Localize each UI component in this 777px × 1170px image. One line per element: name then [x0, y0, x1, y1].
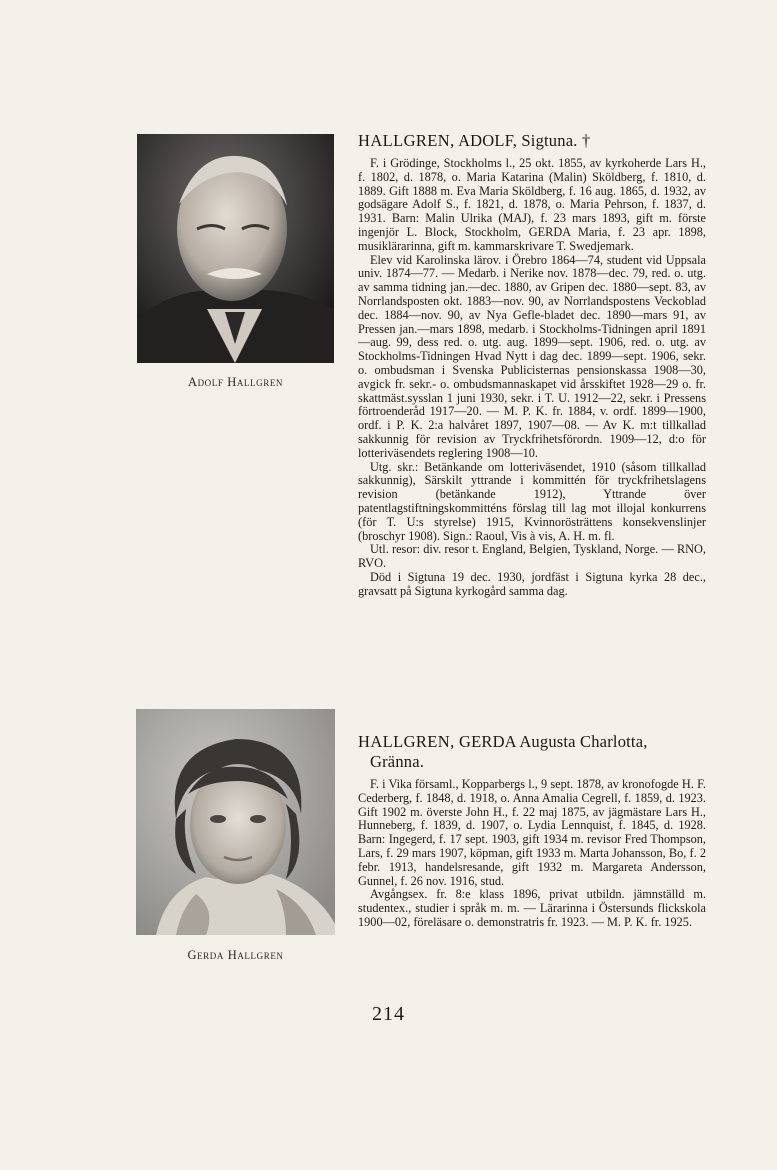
entry-given-name: GERDA	[458, 732, 516, 751]
entry-heading	[358, 131, 706, 151]
entry-paragraph: Död i Sigtuna 19 dec. 1930, jordfäst i Sigtuna kyrka 28 dec., gravsatt på Sigtuna kyrkogård samma dag.	[358, 569, 706, 598]
portrait-photo-adolf-hallgren	[137, 134, 334, 363]
portrait-photo-gerda-hallgren	[136, 709, 335, 935]
entry-surname: HALLGREN,	[358, 732, 455, 751]
entry-paragraph: Utl. resor: div. resor t. England, Belgien, Tyskland, Norge. — RNO, RVO.	[358, 542, 706, 571]
entry-place: Gränna.	[370, 752, 425, 771]
entry-place: Sigtuna.	[521, 131, 578, 150]
entry-paragraph: F. i Grödinge, Stockholms l., 25 okt. 1855, av kyrkoherde Lars H., f. 1802, d. 1878, o. Maria Katarina (Malin) Sköldberg, f. 1810, d. 1889. Gift 1888 m. Eva Maria Sköldberg, f. 16 aug. 1865, d. 1932, av godsägare Adolf S., f. 1821, d. 1878, o. Maria Pehrson, f. 1837, d. 1931. Barn: Malin Ulrika (MAJ), f. 23 mars 1893, gift m. förste ingenjör L. Block, Stockholm, GERDA Maria, f. 23 apr. 1898, musiklärarinna, gift m. kammarskrivare T. Swedjemark.	[358, 156, 706, 253]
entry-paragraph: Utg. skr.: Betänkande om lotteriväsendet, 1910 (såsom tillkallad sakkunnig), Särskilt yttrande i kommittén för tryckfrihetslagens revision (betänkande 1912), Yttrande över patentlagstiftningskommitténs förslag till lag mot illojal konkurrens (för T. U:s styrelse) 1915, Kvinnorösträttens konsekvenslinjer (broschyr 1908). Sign.: Raoul, Vis à vis, A. H. m. fl.	[358, 459, 706, 543]
portrait-image	[137, 134, 334, 363]
biography-entry	[358, 131, 706, 599]
entry-paragraph: Elev vid Karolinska lärov. i Örebro 1864—74, student vid Uppsala univ. 1874—77. — Medarb. i Nerike nov. 1878—dec. 79, red. o. utg. av samma tidning jan.—dec. 1880, av Gripen dec. 1880—sept. 83, av Norrlandsposten okt. 1883—nov. 90, av Norrlandspostens Veckoblad dec. 1884—nov. 90, av Nya Gefle-bladet dec. 1890—mars 91, av Pressen jan.—mars 1898, medarb. i Stockholms-Tidningen april 1891—aug. 99, dess red. o. utg. aug. 1899—sept. 1906, red. o. utg. av Stockholms-Tidningen Hvad Nytt i dag dec. 1899—sept. 1906, sekr. o. ombudsman i Svenska Publicisternas pensionskassa 1908—30, avgick fr. sekr.- o. ombudsmannaskapet vid årsskiftet 1928—29 o. fr. skattmäst.sysslan 1 juni 1930, sekr. i T. U. 1912—22, sekr. i Pressens förtroenderåd 1917—20. — M. P. K. fr. 1884, v. ordf. 1899—1900, ordf. i P. K. 2:a halvåret 1897, 1907—08. — Av K. m:t tillkallad sakkunnig för revision av Tryckfrihetsförordn. 1909—12, d:o för lotteriväsendets reglering 1908—10.	[358, 252, 706, 460]
entry-heading	[358, 732, 706, 772]
entry-paragraph: F. i Vika församl., Kopparbergs l., 9 sept. 1878, av kronofogde H. F. Cederberg, f. 1848, d. 1918, o. Anna Amalia Cegrell, f. 1859, d. 1923. Gift 1902 m. överste John H., f. 22 maj 1875, av jägmästare Lars H., Hunneberg, f. 1839, d. 1907, o. Lydia Lennquist, f. 1845, d. 1928. Barn: Ingegerd, f. 17 sept. 1903, gift 1934 m. revisor Fred Thompson, Lars, f. 29 mars 1907, köpman, gift 1933 m. Marta Johansson, Bo, f. 2 febr. 1913, handelsresande, gift 1932 m. Margareta Andersson, Gunnel, f. 26 nov. 1916, stud.	[358, 777, 706, 888]
biography-entry	[358, 732, 706, 930]
portrait-caption: Gerda Hallgren	[187, 948, 284, 962]
page-number: 214	[372, 1003, 405, 1025]
deceased-mark: †	[581, 131, 591, 150]
entry-surname: HALLGREN,	[358, 131, 455, 150]
portrait-caption: Adolf Hallgren	[187, 375, 284, 389]
entry-paragraph: Avgångsex. fr. 8:e klass 1896, privat utbildn. jämnställd m. studentex., studier i språk m. m. — Lärarinna i Östersunds flickskola 1900—02, föreläsare o. demonstratris fr. 1923. — M. P. K. fr. 1925.	[358, 887, 706, 929]
entry-given-name-rest: Augusta Charlotta,	[519, 732, 648, 751]
portrait-image	[136, 709, 335, 935]
entry-given-name: ADOLF,	[458, 131, 518, 150]
